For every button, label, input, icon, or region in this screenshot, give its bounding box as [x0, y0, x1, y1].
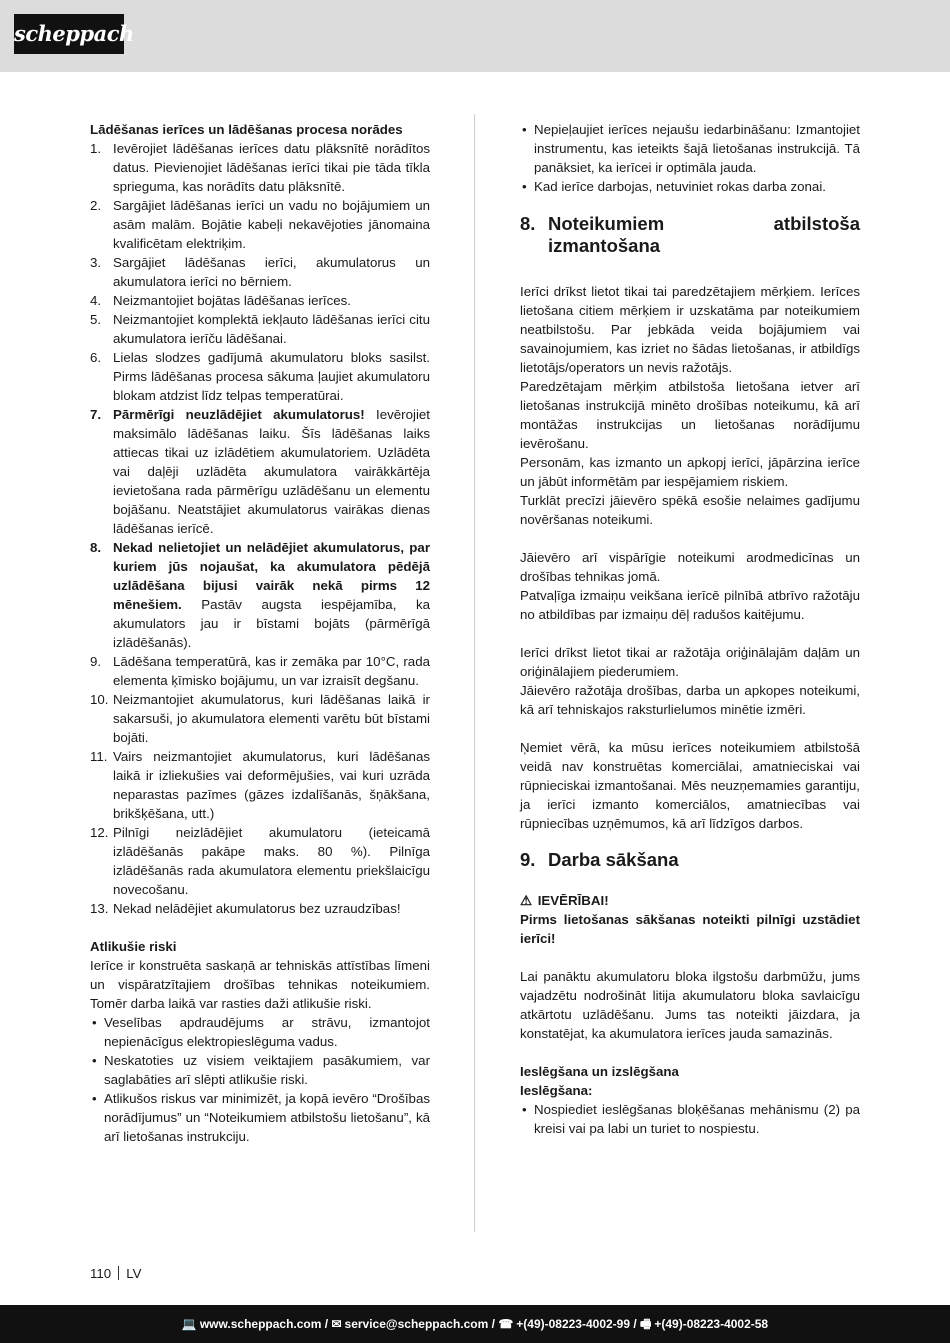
- list-item-number: 5.: [90, 312, 102, 327]
- list-item: [90, 652, 430, 690]
- list-item-text: Neizmantojiet komplektā iekļauto lādēšanas ierīci citu akumulatora ierīču lādēšanai.: [113, 312, 430, 346]
- computer-icon: 💻: [181, 1317, 197, 1331]
- residual-text: Ierīce ir konstruēta saskaņā ar tehniskās attīstības līmeni un vispāratzītajiem drošības tehnikas noteikumiem. Tomēr darba laikā var rasties daži atlikušie riski.: [90, 958, 430, 1011]
- on-heading: Ieslēgšana:: [520, 1083, 593, 1098]
- residual-bullets: [90, 1013, 430, 1146]
- list-item: [90, 348, 430, 405]
- footer-mail[interactable]: service@scheppach.com /: [344, 1317, 495, 1331]
- footer-bar: [0, 1305, 950, 1343]
- on-bullets: [520, 1100, 860, 1138]
- left-column: [90, 120, 430, 1146]
- section-number: 8.: [520, 213, 536, 234]
- list-item: [90, 291, 430, 310]
- list-item-text: Vairs neizmantojiet akumulatorus, kuri lādēšanas laikā ir izliekušies vai deformējušies, vai kuri uzrāda neparastas pazīmes (gāzes izdalīšanās, šņākšana, brikšķēšana, utt.): [113, 749, 430, 821]
- list-item-number: 13.: [90, 901, 109, 916]
- list-item: [90, 139, 430, 196]
- paragraph: Patvaļīga izmaiņu veikšana ierīcē pilnībā atbrīvo ražotāju no atbildības par izmaiņu dēļ radušos kaitējumu.: [520, 588, 860, 622]
- list-item: [90, 899, 430, 918]
- top-bullets: [520, 120, 860, 196]
- right-column: [520, 120, 860, 1138]
- charger-list-bold-items: [90, 405, 430, 652]
- item8-text: Pastāv augsta iespējamība, ka akumulators jau ir bīstami bojāts (pārmērīgā izlādēšanās).: [113, 597, 430, 650]
- paragraph: Ņemiet vērā, ka mūsu ierīces noteikumiem atbilstošā veidā nav konstruētas komerciālai, amatnieciskai vai rūpnieciskai izmantošanai. Mēs neuzņemamies garantiju, ja ierīci izmanto komerciālos, amatniecības vai rūpniecības uzņēmumos, kā arī līdzīgos darbos.: [520, 740, 860, 831]
- list-item-number: 1.: [90, 141, 102, 156]
- warning-triangle-icon: ⚠: [520, 893, 532, 908]
- charger-list: [90, 139, 430, 405]
- list-item-text: Neizmantojiet bojātas lādēšanas ierīces.: [113, 293, 351, 308]
- list-item-number: 4.: [90, 293, 102, 308]
- bullet-item: • Atlikušos riskus var minimizēt, ja kopā ievēro “Drošības norādījumus” un “Noteikumiem atbilstošu lietošanu”, kā arī lietošanas instrukciju.: [90, 1089, 430, 1146]
- section-number: 9.: [520, 849, 536, 870]
- warning-text: Pirms lietošanas sākšanas noteikti pilnīgi uzstādiet ierīci!: [520, 912, 860, 946]
- list-item-text: Sargājiet lādēšanas ierīci un vadu no bojājumiem un asām malām. Bojātie kabeļi nekavējoties jānomaina kvalificētam elektriķim.: [113, 198, 430, 251]
- residual-heading: Atlikušie riski: [90, 939, 177, 954]
- list-item-text: Sargājiet lādēšanas ierīci, akumulatorus un akumulatora ierīci no bērniem.: [113, 255, 430, 289]
- list-item: [90, 253, 430, 291]
- list-item-number: 6.: [90, 350, 102, 365]
- paragraph: Turklāt precīzi jāievēro spēkā esošie nelaimes gadījumu novēršanas noteikumi.: [520, 493, 860, 527]
- footer-web[interactable]: www.scheppach.com /: [199, 1317, 329, 1331]
- section-9-title: 9. Darba sākšana: [520, 849, 679, 870]
- fax-icon: 🖷: [640, 1317, 652, 1331]
- list-item-text: Ievērojiet lādēšanas ierīces datu plāksnītē norādītos datus. Pievienojiet lādēšanas ierīci tikai pie tāda tīkla sprieguma, kas norādīts datu plāksnītē.: [113, 141, 430, 194]
- list-item: [90, 690, 430, 747]
- item7-bold: Pārmērīgi neuzlādējiet akumulatorus!: [113, 407, 365, 422]
- paragraph: Ierīci drīkst lietot tikai tai paredzētajiem mērķiem. Ierīces lietošana citiem mērķiem ir uzskatāma par noteikumiem neatbilstošu. Par jebkāda veida bojājumiem vai savainojumiem, kas izriet no šādas lietošanas, ir atbildīgs lietotājs/operators un nevis ražotājs.: [520, 284, 860, 375]
- mail-icon: ✉: [331, 1317, 342, 1331]
- paragraph: Personām, kas izmanto un apkopj ierīci, jāpārzina ierīce un jābūt informētām par iespējamiem riskiem.: [520, 455, 860, 489]
- list-item-number: 10.: [90, 692, 109, 707]
- list-item: [90, 405, 430, 538]
- list-item-text: Pilnīgi neizlādējiet akumulatoru (ieteicamā izlādēšanās pakāpe maks. 80 %). Pilnīga izlādēšanās rada akumulatora elementu priekšlaicīgu novecošanu.: [113, 825, 430, 897]
- list-item-number: 12.: [90, 825, 109, 840]
- list-item-text: Lielas slodzes gadījumā akumulatoru bloks sasilst. Pirms lādēšanas procesa sākuma ļaujiet akumulatoru blokam atdzist līdz telpas temperatūrai.: [113, 350, 430, 403]
- charger-list-continued: [90, 652, 430, 918]
- list-item: [90, 823, 430, 899]
- item7-text: Ievērojiet maksimālo lādēšanas laiku. Šīs lādēšanas laiks attiecas tikai uz izlādētiem akumulatoriem. Uzlādēta vai daļēji uzlādēta akumulatora vairākkārtēja ievietošana rada pārmērīgu uzlādēšanu un elementu bojāšanu. Neatstājiet akumulatorus vairākas dienas lādēšanas ierīcē.: [113, 407, 430, 536]
- paragraph: Jāievēro ražotāja drošības, darba un apkopes noteikumi, kā arī tehniskajos raksturlielumos minētie izmēri.: [520, 683, 860, 717]
- list-item-number: 8.: [90, 540, 102, 555]
- list-item: [90, 310, 430, 348]
- footer-fax: +(49)-08223-4002-58: [654, 1317, 769, 1331]
- list-item-text: Lādēšana temperatūrā, kas ir zemāka par 10°C, rada elementa ķīmisko bojājumu, un var izraisīt degšanu.: [113, 654, 430, 688]
- list-item-number: 2.: [90, 198, 102, 213]
- bullet-item: • Kad ierīce darbojas, netuviniet rokas darba zonai.: [520, 177, 860, 196]
- paragraph: Jāievēro arī vispārīgie noteikumi arodmedicīnas un drošības tehnikas jomā.: [520, 550, 860, 584]
- phone-icon: ☎: [498, 1317, 514, 1331]
- onoff-heading: Ieslēgšana un izslēgšana: [520, 1064, 679, 1079]
- bullet-item: • Veselības apdraudējums ar strāvu, izmantojot nepienācīgus elektropieslēguma vadus.: [90, 1013, 430, 1051]
- warning-line: ⚠ IEVĒRĪBAI!: [520, 893, 609, 908]
- list-item: [90, 196, 430, 253]
- list-item: [90, 538, 430, 652]
- footer-phone: +(49)-08223-4002-99 /: [516, 1317, 637, 1331]
- scheppach-logo: scheppach: [14, 14, 124, 54]
- section-8-title: 8. Noteikumiem atbilstoša izmantošana: [520, 213, 860, 256]
- bullet-item: • Nepieļaujiet ierīces nejaušu iedarbināšanu: Izmantojiet instrumentu, kas ieteikts šajā lietošanas instrukcijā. Tā panāksiet, ka ierīcei ir optimāla jauda.: [520, 120, 860, 177]
- bullet-item: • Neskatoties uz visiem veiktajiem pasākumiem, var saglabāties arī slēpti atlikušie riski.: [90, 1051, 430, 1089]
- item8-bold: Nekad nelietojiet un nelādējiet akumulatorus, par kuriem jūs nojaušat, ka akumulatora pēdējā uzlādēšana bijusi vairāk nekā pirms 12 mēnešiem.: [113, 540, 430, 612]
- list-item-number: 3.: [90, 255, 102, 270]
- list-item-number: 11.: [90, 749, 108, 764]
- page-number: 110 LV: [90, 1266, 142, 1281]
- column-divider: [474, 114, 475, 1232]
- list-item-number: 7.: [90, 407, 102, 422]
- header-bar: [0, 0, 950, 72]
- charger-heading: Lādēšanas ierīces un lādēšanas procesa norādes: [90, 122, 403, 137]
- list-item-text: Neizmantojiet akumulatorus, kuri lādēšanas laikā ir sakarsuši, jo akumulatora elementi varētu būt bīstami bojāti.: [113, 692, 430, 745]
- list-item-text: Nekad nelādējiet akumulatorus bez uzraudzības!: [113, 901, 401, 916]
- paragraph: Ierīci drīkst lietot tikai ar ražotāja oriģinālajām daļām un oriģinālajiem piederumiem.: [520, 645, 860, 679]
- paragraph: Lai panāktu akumulatoru bloka ilgstošu darbmūžu, jums vajadzētu nodrošināt litija akumulatoru bloka savlaicīgu atkārtotu uzlādēšanu. Jums tas noteikti jāizdara, ja konstatējat, ka akumulatora ierīces jauda samazinās.: [520, 969, 860, 1041]
- bullet-item: • Nospiediet ieslēgšanas bloķēšanas mehānismu (2) pa kreisi vai pa labi un turiet to nospiestu.: [520, 1100, 860, 1138]
- list-item-number: 9.: [90, 654, 102, 669]
- paragraph: Paredzētajam mērķim atbilstoša lietošana ietver arī lietošanas instrukcijā minēto drošības noteikumu, kā arī montāžas instrukcijas un lietošanas norādījumu ievērošanu.: [520, 379, 860, 451]
- list-item: [90, 747, 430, 823]
